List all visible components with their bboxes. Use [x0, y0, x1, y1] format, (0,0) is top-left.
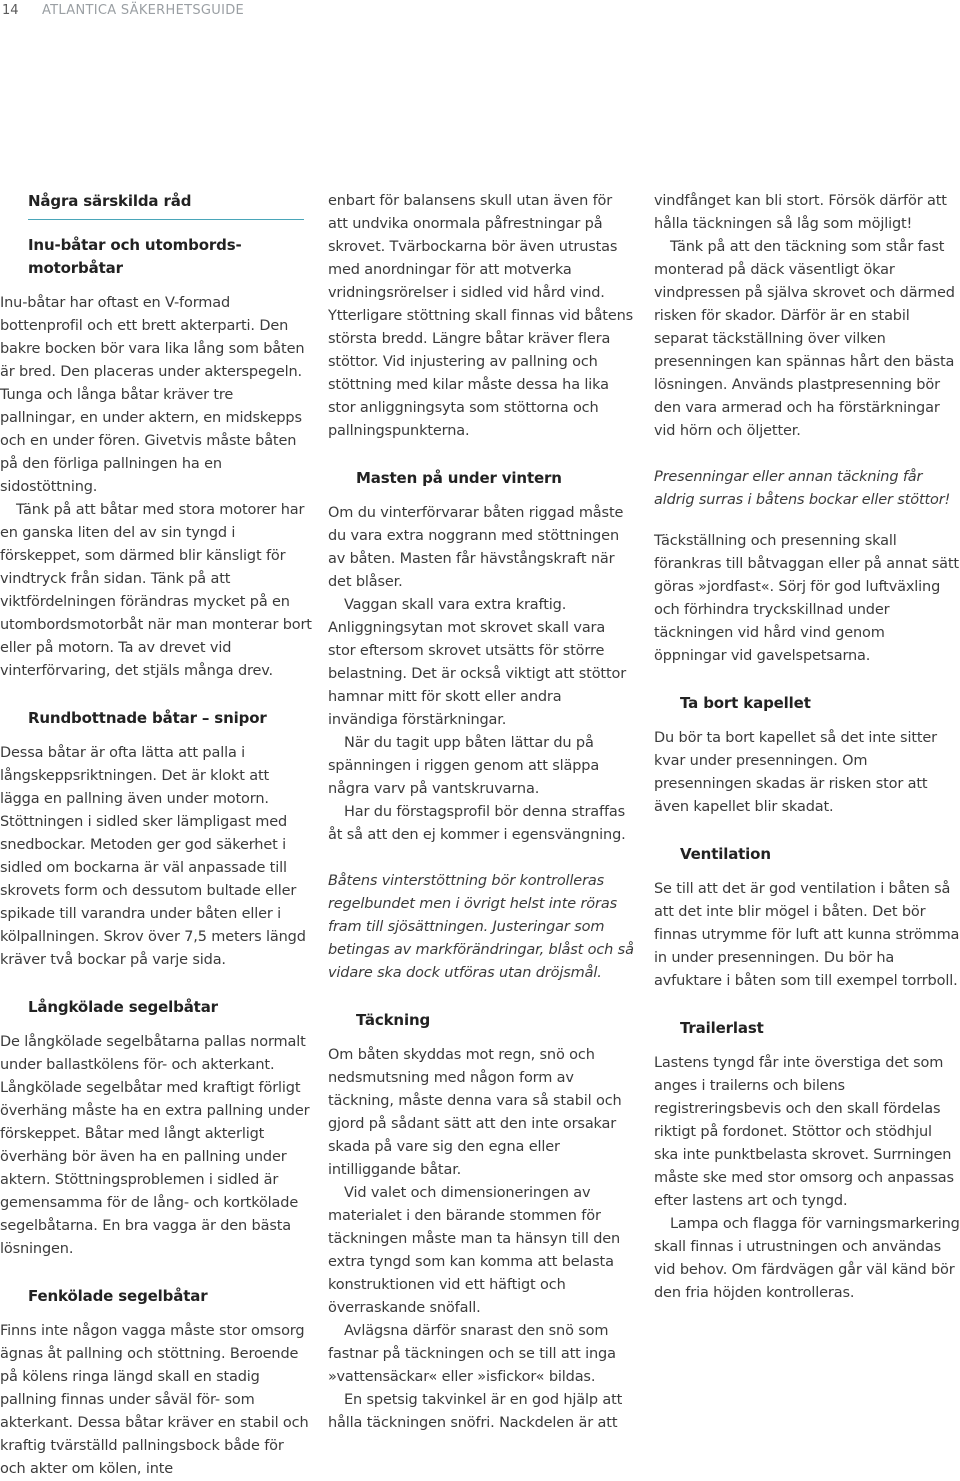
paragraph: Se till att det är god ventilation i båten så att det inte blir mögel i båten. Det bör finnas utrymme för luft att kunna strömma in under presenningen. Du bör ha avfuktare i båten som till exempel torrboll.	[654, 881, 960, 989]
paragraph: vindfånget kan bli stort. Försök därför att hålla täckningen så låg som möjligt!	[654, 193, 947, 232]
section-title: Några särskilda råd	[28, 190, 304, 220]
paragraph: Avlägsna därför snarast den snö som fastnar på täckningen och se till att inga »vattensäckar« eller »isfickor« bildas.	[328, 1323, 616, 1385]
heading-ventilation: Ventilation	[680, 845, 771, 863]
heading-langkolade: Långkölade segelbåtar	[28, 998, 218, 1016]
paragraph: Dessa båtar är ofta lätta att palla i långskeppsriktningen. Det är klokt att lägga en pallning även under motorn. Stöttningen i sidled sker lämpligast med snedbockar. Metoden ger god säkerhet i sidled om bockarna är väl anpassade till skrovets form och dessutom bultade eller spikade till varandra under båten eller i kölpallningen. Skrov över 7,5 meters längd kräver två bockar på varje sida.	[0, 745, 306, 968]
paragraph: Du bör ta bort kapellet så det inte sitter kvar under presenningen. Om presenningen skadas är risken stor att även kapellet blir skadat.	[654, 730, 937, 815]
italic-note: Presenningar eller annan täckning får aldrig surras i båtens bockar eller stöttor!	[654, 469, 951, 508]
page-number: 14	[2, 3, 19, 18]
heading-inu-batar: Inu-båtar och utombords-motorbåtar	[28, 236, 242, 277]
paragraph: De långkölade segelbåtarna pallas normalt under ballastkölens för- och akterkant. Långkölade segelbåtar med kraftigt förligt överhäng måste ha en extra pallning under förskeppet. Båtar med långt akterligt överhäng bör även ha en pallning under aktern. Stöttningsproblemen i sidled är gemensamma för de lång- och kortkölade segelbåtarna. En bra vagga är den bästa lösningen.	[0, 1034, 310, 1257]
italic-note: Båtens vinterstöttning bör kontrolleras regelbundet men i övrigt helst inte röras fram till sjösättningen. Justeringar som betingas av markförändringar, blåst och så vidare ska dock utföras utan dröjsmål.	[328, 873, 634, 981]
paragraph: Inu-båtar har oftast en V-formad bottenprofil och ett brett akterparti. Den bakre bocken bör vara lika lång som båten är bred. Den placeras under akterspegeln. Tunga och långa båtar kräver tre pallningar, en under aktern, en midskepps och en under fören. Givetvis måste båten på den förliga pallningen ha en sidostöttning.	[0, 295, 305, 495]
paragraph: Vid valet och dimensioneringen av materialet i den bärande stommen för täckningen måste man ta hänsyn till den extra tyngd som kan komma att belasta konstruktionen vid ett häftigt och överraskande snöfall.	[328, 1185, 621, 1316]
heading-fenkolade: Fenkölade segelbåtar	[28, 1287, 208, 1305]
paragraph: enbart för balansens skull utan även för att undvika onormala påfrestningar på skrovet. Tvärbockarna bör även utrustas med anordningar för att motverka vridningsrörelser i sidled vid hård vind. Ytterligare stöttning skall finnas vid båtens största bredd. Längre båtar kräver flera stöttor. Vid injustering av pallning och stöttning med kilar måste dessa ha lika stor anliggningsyta som stöttorna och pallningspunkterna.	[328, 193, 634, 439]
column-3	[654, 190, 960, 1305]
paragraph: En spetsig takvinkel är en god hjälp att hålla täckningen snöfri. Nackdelen är att	[328, 1392, 623, 1431]
running-title: ATLANTICA SÄKERHETSGUIDE	[42, 3, 245, 18]
heading-tackning: Täckning	[356, 1011, 431, 1029]
paragraph: Lastens tyngd får inte överstiga det som anges i trailerns och bilens registreringsbevis och den skall fördelas riktigt på fordonet. Stöttor och stödhjul ska inte punktbelasta skrovet. Surrningen måste ske med stor omsorg och anpassas efter lastens art och tyngd.	[654, 1055, 954, 1209]
paragraph: Lampa och flagga för varningsmarkering skall finnas i utrustningen och användas vid behov. Om färdvägen går väl känd bör den fria höjden kontrolleras.	[654, 1216, 960, 1301]
paragraph: Har du förstagsprofil bör denna straffas åt så att den ej kommer i egensvängning.	[328, 804, 626, 843]
paragraph: Tänk på att båtar med stora motorer har en ganska liten del av sin tyngd i förskeppet, som därmed blir känsligt för vindtryck från sidan. Tänk på att viktfördelningen förändras mycket på en utombordsmotorbåt när man monterar bort eller på motorn. Ta av drevet vid vinterförvaring, det stjäls många drev.	[0, 502, 312, 679]
heading-ta-bort-kapellet: Ta bort kapellet	[680, 694, 811, 712]
paragraph: Täckställning och presenning skall förankras till båtvaggan eller på annat sätt göras »jordfast«. Sörj för god luftväxling och förhindra tryckskillnad under täckningen vid hård vind genom öppningar vid gavelspetsarna.	[654, 533, 959, 664]
paragraph: Om båten skyddas mot regn, snö och nedsmutsning med någon form av täckning, måste denna vara så stabil och gjord på sådant sätt att den inte orsakar skada på vare sig den egna eller intilliggande båtar.	[328, 1047, 622, 1178]
column-2	[328, 190, 634, 1435]
heading-masten: Masten på under vintern	[356, 469, 562, 487]
paragraph: Vaggan skall vara extra kraftig. Anliggningsytan mot skrovet skall vara stor eftersom skrovet utsätts för större belastning. Det är också viktigt att stöttor hamnar mitt för skott eller andra invändiga förstärkningar.	[328, 597, 627, 728]
page-header	[0, 0, 960, 22]
column-1	[0, 190, 312, 1481]
heading-trailerlast: Trailerlast	[680, 1019, 764, 1037]
heading-rundbottnade: Rundbottnade båtar – snipor	[28, 709, 267, 727]
paragraph: Om du vinterförvarar båten riggad måste du vara extra noggrann med stöttningen av båten. Masten får hävstångskraft när det blåser.	[328, 505, 624, 590]
paragraph: Tänk på att den täckning som står fast monterad på däck väsentligt ökar vindpressen på själva skrovet och därmed risken för skador. Därför är en stabil separat täckställning över vilken presenningen kan spännas hårt den bästa lösningen. Används plastpresenning bör den vara armerad och ha förstärkningar vid hörn och öljetter.	[654, 239, 955, 439]
paragraph: När du tagit upp båten lättar du på spänningen i riggen genom att släppa några varv på vantskruvarna.	[328, 735, 600, 797]
paragraph: Finns inte någon vagga måste stor omsorg ägnas åt pallning och stöttning. Beroende på kölens ringa längd skall en stadig pallning finnas under såväl för- som akterkant. Dessa båtar kräver en stabil och kraftig tvärställd pallningsbock både för och akter om kölen, inte	[0, 1323, 309, 1477]
